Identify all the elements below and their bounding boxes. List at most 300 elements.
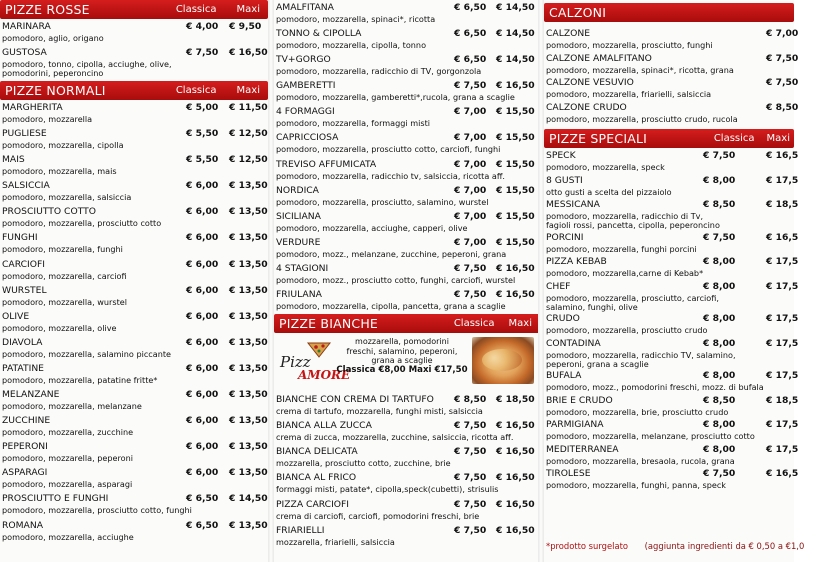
item-description: pomodoro, mozzarella, carciofi (2, 270, 127, 281)
item-description: pomodoro, mozzarella, melanzane, prosciutto cotto (546, 431, 755, 441)
menu-item (544, 75, 799, 100)
menu-item (0, 518, 268, 544)
price-maxi: € 14,50 (496, 28, 535, 40)
label-classica: Classica (175, 85, 217, 96)
item-description: pomodoro, mozz., pomodorini freschi, mozz. di bufala (546, 382, 764, 392)
price-maxi: € 13,50 (229, 336, 268, 348)
item-description: pomodoro, mozz., melanzane, zucchine, peperoni, grana (276, 248, 507, 259)
item-name: TONNO & CIPOLLA (276, 28, 362, 40)
item-description: pomodoro, mozzarella, funghi, panna, speck (546, 480, 726, 490)
menu-item (0, 204, 268, 230)
item-description: pomodoro, mozzarella, melanzane (2, 401, 142, 412)
price-classica: € 6,00 (186, 206, 219, 218)
price-classica: € 7,50 (703, 150, 736, 161)
menu-item (0, 100, 268, 126)
item-name: BIANCHE CON CREMA DI TARTUFO (276, 394, 434, 406)
price-maxi: € 11,50 (229, 102, 268, 113)
item-name: PUGLIESE (2, 128, 47, 140)
item-description: pomodoro, mozzarella, prosciutto crudo (546, 325, 708, 335)
menu-item (0, 283, 268, 309)
menu-item (274, 104, 540, 130)
item-name: TIROLESE (546, 468, 591, 479)
price-maxi: € 15,50 (496, 132, 535, 144)
menu-item (274, 130, 540, 156)
menu-item (544, 173, 799, 198)
item-description: pomodoro, mozzarella, acciughe (2, 531, 134, 542)
item-description: pomodoro, mozzarella, asparagi (2, 479, 133, 490)
menu-item (274, 157, 540, 183)
price-maxi: € 15,50 (496, 236, 535, 248)
item-name: BRIE E CRUDO (546, 394, 613, 406)
price-classica: € 7,50 (454, 289, 487, 301)
item-name: VERDURE (276, 236, 321, 248)
item-name: PROSCIUTTO COTTO (2, 206, 96, 218)
price-maxi: € 16,50 (496, 524, 535, 536)
menu-item (544, 254, 799, 279)
item-description: pomodoro, mozzarella, bresaola, rucola, grana (546, 455, 735, 466)
item-name: PARMIGIANA (546, 419, 604, 430)
price-maxi: € 18,5 (766, 394, 799, 406)
pizza-photo (472, 337, 534, 384)
price-classica: € 6,50 (186, 519, 219, 531)
menu-item (274, 26, 540, 52)
price-maxi: € 17,5 (766, 280, 799, 292)
price-classica: € 6,00 (186, 336, 219, 348)
menu-item (544, 311, 799, 336)
price-maxi: € 17,5 (766, 443, 799, 455)
price-maxi: € 16,50 (496, 472, 535, 484)
menu-item (274, 470, 540, 496)
menu-item (544, 197, 799, 230)
item-name: MESSICANA (546, 199, 600, 210)
menu-item (0, 387, 268, 413)
item-description: pomodoro, mozzarella, spinaci*, ricotta, grana (546, 64, 734, 75)
price-maxi: € 17,5 (766, 313, 799, 324)
item-description: pomodoro, mozzarella, friarielli, salsiccia (546, 89, 712, 99)
price-classica: € 6,00 (186, 258, 219, 270)
price-classica: € 5,00 (186, 102, 219, 113)
label-classica: Classica (713, 133, 755, 144)
pizzamore-promo (274, 333, 540, 392)
price-maxi: € 16,50 (496, 420, 535, 432)
price-classica: € 7,50 (454, 80, 487, 92)
item-name: CRUDO (546, 313, 580, 324)
price-classica: € 8,00 (703, 419, 736, 430)
price-maxi: € 13,50 (229, 415, 268, 427)
item-name: 8 GUSTI (546, 174, 583, 186)
menu-item (0, 19, 268, 45)
item-description: crema di zucca, mozzarella, zucchine, salsiccia, ricotta aff. (276, 432, 514, 443)
item-name: 4 STAGIONI (276, 262, 329, 274)
price-maxi: € 13,50 (229, 467, 268, 479)
menu-item (274, 183, 540, 209)
item-name: BIANCA ALLA ZUCCA (276, 420, 372, 432)
pizzamore-logo (278, 337, 351, 385)
price-classica: € 6,00 (186, 362, 219, 374)
item-name: FRIARIELLI (276, 524, 325, 536)
item-name: MARINARA (2, 21, 51, 32)
item-description: pomodoro, mozzarella, radicchio di TV, gorgonzola (276, 66, 482, 77)
item-name: CALZONE AMALFITANO (546, 52, 652, 64)
item-name: PROSCIUTTO E FUNGHI (2, 493, 109, 505)
promo-line: grana a scaglie (371, 356, 433, 366)
pizze-list-continued (274, 0, 540, 313)
item-description: pomodoro, mozzarella, speck (546, 162, 665, 172)
item-name: PEPERONI (2, 441, 48, 453)
section-header-pizze-normali (0, 81, 268, 100)
price-maxi: € 16,50 (229, 47, 268, 58)
section-title: PIZZE NORMALI (5, 83, 106, 98)
menu-item (0, 439, 268, 465)
item-name: GUSTOSA (2, 47, 47, 58)
item-description: pomodoro, mozzarella, olive (2, 322, 117, 333)
price-classica: € 7,00 (454, 106, 487, 118)
note-extra-ingredients: (aggiunta ingredienti da € 0,50 a €1,0 (644, 541, 805, 551)
menu-item (274, 392, 540, 418)
price-classica: € 8,50 (703, 199, 736, 210)
price-classica: € 6,00 (186, 441, 219, 453)
section-title: PIZZE SPECIALI (549, 131, 648, 146)
item-name: ROMANA (2, 519, 43, 531)
price-classica: € 7,50 (454, 524, 487, 536)
item-description: pomodoro, mozzarella, funghi (2, 244, 123, 255)
item-description-continued: pomodorini, peperoncino (2, 68, 104, 78)
menu-item (0, 335, 268, 361)
item-name: BUFALA (546, 370, 582, 381)
price-maxi: € 13,50 (229, 389, 268, 401)
item-description: pomodoro, mozzarella, gamberetti*,rucola, grana a scaglie (276, 92, 515, 103)
price-classica: € 6,00 (186, 310, 219, 322)
price-maxi: € 15,50 (496, 184, 535, 196)
menu-item (274, 52, 540, 78)
price-maxi: € 16,5 (766, 150, 799, 161)
item-description: pomodoro, mozzarella, cipolla, tonno (276, 40, 427, 51)
item-name: TREVISO AFFUMICATA (276, 158, 377, 170)
item-description: mozzarella, friarielli, salsiccia (276, 536, 395, 547)
menu-item (0, 178, 268, 204)
price-classica: € 6,50 (454, 54, 487, 66)
price-classica: € 7,50 (454, 498, 487, 510)
item-name: FRIULANA (276, 289, 322, 301)
price-classica: € 7,50 (186, 47, 219, 58)
label-classica: Classica (453, 318, 495, 330)
pizze-rosse-list (0, 19, 268, 79)
price-classica: € 8,00 (703, 174, 736, 186)
price-classica: € 8,00 (703, 280, 736, 292)
item-name: PIZZA CARCIOFI (276, 498, 350, 510)
item-name: PIZZA KEBAB (546, 256, 607, 267)
menu-item (0, 361, 268, 387)
menu-item (274, 209, 540, 235)
price-classica: € 6,50 (454, 28, 487, 40)
menu-item (274, 497, 540, 523)
item-name: DIAVOLA (2, 336, 43, 348)
menu-item (0, 45, 268, 79)
price-classica: € 6,00 (186, 389, 219, 401)
column-middle (274, 0, 540, 562)
label-maxi: Maxi (766, 133, 790, 144)
section-title: PIZZE ROSSE (5, 2, 90, 17)
item-description: pomodoro, mozzarella (2, 114, 93, 124)
price-classica: € 6,50 (186, 493, 219, 505)
item-name: AMALFITANA (276, 2, 334, 13)
price-classica: € 6,00 (186, 284, 219, 296)
item-name: CAPRICCIOSA (276, 132, 339, 144)
menu-item (0, 491, 268, 517)
item-description: pomodoro, mozzarella, prosciutto, salamino, wurstel (276, 196, 489, 207)
menu-item (544, 368, 799, 393)
item-name: MAIS (2, 154, 25, 166)
section-header-pizze-bianche (274, 314, 540, 333)
menu-item (274, 444, 540, 470)
price-classica: € 5,50 (186, 154, 219, 166)
item-description: pomodoro, mozzarella, formaggi misti (276, 118, 430, 129)
item-name: PATATINE (2, 362, 44, 374)
item-price: € 7,50 (766, 77, 799, 88)
price-maxi: € 17,5 (766, 337, 799, 349)
item-name: MELANZANE (2, 389, 60, 401)
item-name: CHEF (546, 280, 571, 292)
promo-description (334, 337, 470, 375)
menu-item (544, 100, 799, 125)
price-classica: € 7,50 (454, 472, 487, 484)
footer-notes (546, 541, 818, 551)
price-classica: € 7,50 (703, 468, 736, 479)
item-description-continued: peperoni, grana a scaglie (546, 358, 649, 369)
price-maxi: € 14,50 (496, 2, 535, 13)
section-header-pizze-speciali (544, 129, 794, 148)
item-description-continued: salamino, funghi, olive (546, 301, 638, 312)
menu-item (544, 148, 799, 173)
price-maxi: € 17,5 (766, 419, 799, 430)
section-header-calzoni (544, 3, 794, 22)
price-maxi: € 17,5 (766, 256, 799, 267)
item-name: GAMBERETTI (276, 80, 336, 92)
promo-line: mozzarella, pomodorini (355, 337, 449, 347)
item-name: CONTADINA (546, 337, 601, 349)
price-classica: € 8,00 (703, 313, 736, 324)
item-description: pomodoro, mozzarella, brie, prosciutto crudo (546, 406, 729, 417)
label-classica: Classica (175, 4, 217, 15)
price-maxi: € 9,50 (229, 21, 262, 32)
column-right (544, 0, 805, 562)
item-description: mozzarella, prosciutto cotto, zucchine, brie (276, 458, 451, 469)
price-classica: € 7,00 (454, 158, 487, 170)
price-classica: € 8,50 (703, 394, 736, 406)
menu-item (0, 309, 268, 335)
menu-item (0, 230, 268, 256)
price-classica: € 6,00 (186, 415, 219, 427)
note-frozen: *prodotto surgelato (546, 541, 628, 551)
item-description: pomodoro, mozzarella, funghi porcini (546, 243, 697, 254)
item-description: pomodoro, mozzarella, wurstel (2, 296, 127, 307)
price-classica: € 8,00 (703, 370, 736, 381)
price-classica: € 8,00 (703, 337, 736, 349)
item-description: pomodoro, mozzarella, zucchine (2, 427, 134, 438)
price-classica: € 6,00 (186, 467, 219, 479)
price-maxi: € 13,50 (229, 284, 268, 296)
menu-item (274, 78, 540, 104)
menu-item (544, 442, 799, 467)
price-maxi: € 14,50 (229, 493, 268, 505)
item-name: CARCIOFI (2, 258, 45, 270)
item-name: ZUCCHINE (2, 415, 51, 427)
item-description: pomodoro, mozzarella, spinaci*, ricotta (276, 14, 436, 24)
calzoni-list (544, 26, 799, 124)
menu-item (274, 523, 540, 549)
item-name: FUNGHI (2, 232, 38, 244)
price-maxi: € 14,50 (496, 54, 535, 66)
price-maxi: € 16,50 (496, 262, 535, 274)
svg-text:Pizz: Pizz (280, 353, 311, 372)
item-description: pomodoro, mozzarella, prosciutto crudo, rucola (546, 113, 738, 124)
item-description: pomodoro, mozzarella, cipolla, pancetta, grana a scaglie (276, 301, 506, 312)
item-name: NORDICA (276, 184, 319, 196)
promo-price: Classica €8,00 Maxi €17,50 (336, 364, 468, 375)
item-description: pomodoro, mozzarella, radicchio tv, salsiccia, ricotta aff. (276, 170, 505, 181)
item-price: € 7,50 (766, 52, 799, 64)
menu-item (274, 261, 540, 287)
price-classica: € 7,00 (454, 236, 487, 248)
pizze-normali-list (0, 100, 268, 544)
pizze-bianche-list (274, 392, 540, 549)
svg-text:AMORE: AMORE (298, 368, 351, 383)
item-description: pomodoro, tonno, cipolla, acciughe, olive, (2, 59, 172, 69)
item-name: BIANCA DELICATA (276, 446, 358, 458)
menu-item (544, 417, 799, 442)
menu-item (274, 418, 540, 444)
pizze-speciali-list (544, 148, 799, 491)
price-maxi: € 13,50 (229, 180, 268, 192)
item-name: MARGHERITA (2, 102, 63, 113)
price-classica: € 8,00 (703, 256, 736, 267)
price-maxi: € 15,50 (496, 106, 535, 118)
menu-item (544, 393, 799, 418)
item-name: OLIVE (2, 310, 30, 322)
menu-item (544, 230, 799, 255)
price-maxi: € 16,50 (496, 289, 535, 301)
price-maxi: € 18,50 (496, 394, 535, 406)
price-maxi: € 18,5 (766, 199, 799, 210)
menu-item (544, 279, 799, 312)
menu-item (544, 51, 799, 76)
item-description: formaggi misti, patate*, cipolla,speck(cubetti), strisulis (276, 484, 499, 495)
item-name: 4 FORMAGGI (276, 106, 335, 118)
price-classica: € 7,50 (454, 446, 487, 458)
item-price: € 8,50 (766, 101, 799, 113)
item-name: BIANCA AL FRICO (276, 472, 357, 484)
section-title: CALZONI (549, 5, 607, 20)
price-classica: € 7,50 (703, 231, 736, 243)
price-classica: € 7,00 (454, 132, 487, 144)
item-description: pomodoro, mozzarella, patatine fritte* (2, 374, 158, 385)
menu-item (544, 336, 799, 369)
item-description: pomodoro, mozzarella,carne di Kebab* (546, 268, 704, 278)
section-header-pizze-rosse (0, 0, 268, 19)
price-classica: € 5,50 (186, 128, 219, 140)
item-name: SICILIANA (276, 210, 321, 222)
item-name: ASPARAGI (2, 467, 48, 479)
menu-item (544, 26, 799, 51)
item-description: pomodoro, mozzarella, prosciutto cotto, carciofi, funghi (276, 144, 501, 155)
item-name: TV+GORGO (276, 54, 331, 66)
item-description: pomodoro, mozzarella, acciughe, capperi, olive (276, 222, 468, 233)
price-maxi: € 13,50 (229, 232, 268, 244)
price-maxi: € 12,50 (229, 128, 268, 140)
price-maxi: € 13,50 (229, 206, 268, 218)
item-description: pomodoro, mozzarella, radicchio TV, salamino, (546, 349, 736, 360)
price-maxi: € 13,50 (229, 519, 268, 531)
price-classica: € 6,00 (186, 232, 219, 244)
price-classica: € 7,50 (454, 262, 487, 274)
menu-item (0, 126, 268, 152)
price-classica: € 6,50 (454, 2, 487, 13)
item-name: SALSICCIA (2, 180, 50, 192)
price-classica: € 8,50 (454, 394, 487, 406)
item-description: pomodoro, mozzarella, peperoni (2, 453, 134, 464)
price-classica: € 4,00 (186, 21, 219, 32)
item-description: pomodoro, mozzarella, prosciutto, funghi (546, 40, 713, 50)
item-name: WURSTEL (2, 284, 47, 296)
column-left (0, 0, 268, 562)
price-maxi: € 13,50 (229, 362, 268, 374)
item-description: pomodoro, mozzarella, radicchio di Tv, (546, 211, 704, 221)
price-maxi: € 13,50 (229, 258, 268, 270)
price-maxi: € 16,5 (766, 468, 799, 479)
price-classica: € 7,00 (454, 210, 487, 222)
price-maxi: € 12,50 (229, 154, 268, 166)
price-maxi: € 13,50 (229, 310, 268, 322)
menu-item (274, 235, 540, 261)
item-name: CALZONE CRUDO (546, 101, 627, 113)
label-maxi: Maxi (236, 4, 260, 15)
item-description: pomodoro, mozzarella, mais (2, 166, 117, 177)
price-classica: € 6,00 (186, 180, 219, 192)
item-description: pomodoro, mozzarella, salamino piccante (2, 348, 171, 359)
menu-item (274, 287, 540, 313)
menu-item (0, 465, 268, 491)
item-description: crema di tartufo, mozzarella, funghi misti, salsiccia (276, 406, 483, 417)
item-name: CALZONE (546, 28, 591, 39)
item-name: MEDITERRANEA (546, 443, 619, 455)
item-name: CALZONE VESUVIO (546, 77, 634, 88)
price-classica: € 7,50 (454, 420, 487, 432)
item-description: pomodoro, aglio, origano (2, 33, 104, 43)
price-maxi: € 17,5 (766, 174, 799, 186)
item-description: pomodoro, mozzarella, salsiccia (2, 192, 132, 203)
item-description: pomodoro, mozz., prosciutto cotto, funghi, carciofi, wurstel (276, 274, 516, 285)
price-maxi: € 13,50 (229, 441, 268, 453)
section-title: PIZZE BIANCHE (279, 316, 379, 332)
item-description: pomodoro, mozzarella, prosciutto cotto, funghi (2, 505, 192, 516)
price-maxi: € 16,5 (766, 231, 799, 243)
menu-item (0, 152, 268, 178)
price-maxi: € 16,50 (496, 80, 535, 92)
price-maxi: € 15,50 (496, 210, 535, 222)
menu-item (544, 466, 799, 491)
label-maxi: Maxi (508, 318, 532, 330)
menu-item (0, 257, 268, 283)
menu-item (274, 0, 540, 26)
item-description: pomodoro, mozzarella, prosciutto, carciofi, (546, 292, 719, 303)
price-maxi: € 15,50 (496, 158, 535, 170)
item-description-continued: fagioli rossi, pancetta, cipolla, peperoncino (546, 220, 720, 230)
price-classica: € 7,00 (454, 184, 487, 196)
item-price: € 7,00 (766, 28, 799, 39)
item-name: PORCINI (546, 231, 584, 243)
item-description: pomodoro, mozzarella, prosciutto cotto (2, 218, 162, 229)
promo-line: freschi, salamino, peperoni, (346, 346, 458, 356)
